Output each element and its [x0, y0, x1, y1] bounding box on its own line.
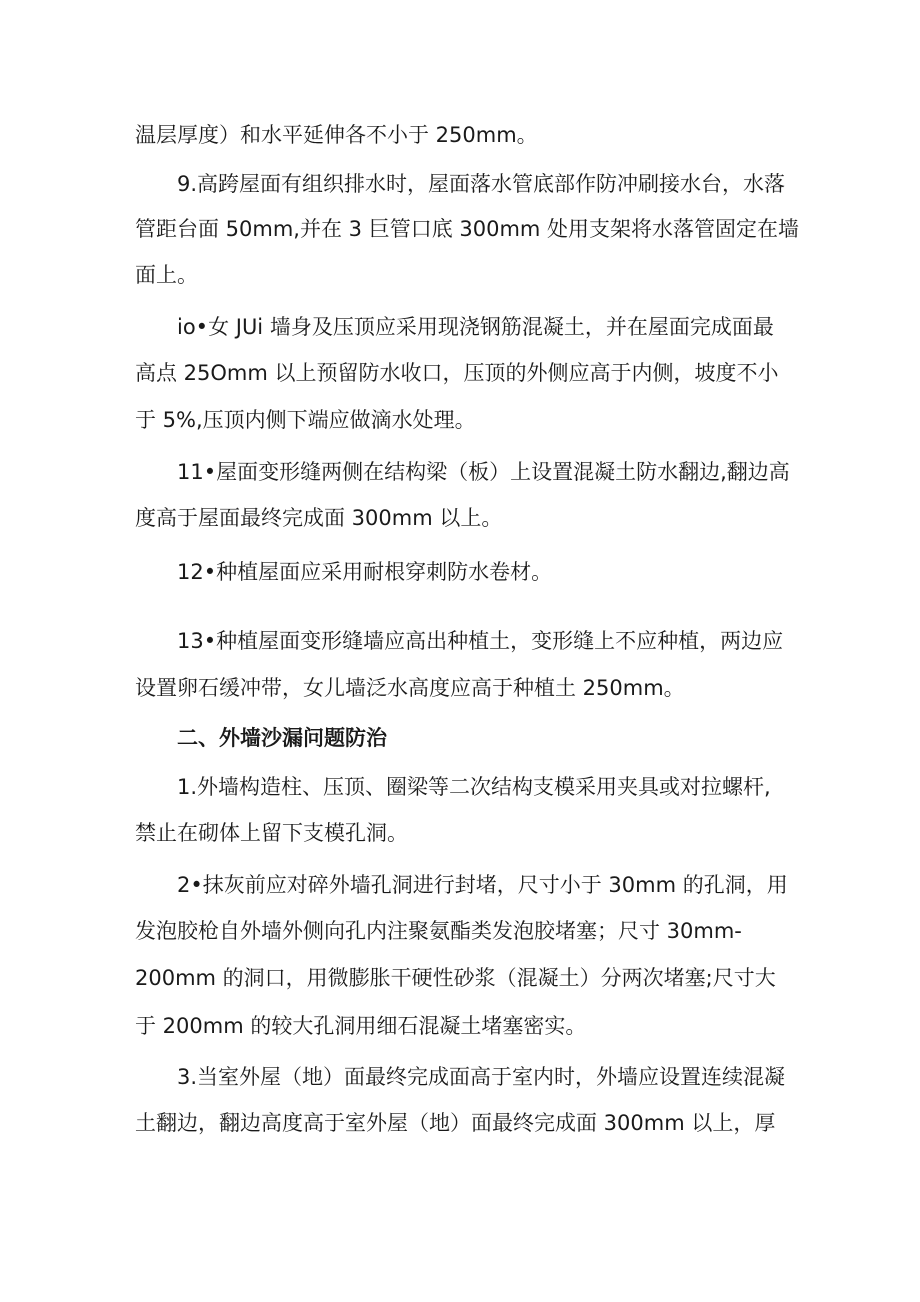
- text-line: io•女 JUi 墙身及压顶应采用现浇钢筋混凝土，并在屋面完成面最: [177, 315, 774, 339]
- text-line: 面上。: [135, 263, 198, 287]
- text-line: 高点 25Omm 以上预留防水收口，压顶的外侧应高于内侧，坡度不小: [135, 361, 779, 385]
- section-heading: 二、外墙沙漏问题防治: [177, 726, 387, 750]
- text-line: 12•种植屋面应采用耐根穿刺防水卷材。: [177, 560, 553, 584]
- text-line: 禁止在砌体上留下支模孔洞。: [135, 821, 408, 845]
- text-line: 于 5%,压顶内侧下端应做滴水处理。: [135, 408, 476, 432]
- text-line: 管距台面 50mm,并在 3 巨管口底 300mm 处用支架将水落管固定在墙: [135, 217, 800, 241]
- text-line: 3.当室外屋（地）面最终完成面高于室内时，外墙应设置连续混凝: [177, 1065, 786, 1089]
- text-line: 设置卵石缓冲带，女儿墙泛水高度应高于种植土 250mm。: [135, 676, 685, 700]
- text-line: 13•种植屋面变形缝墙应高出种植土，变形缝上不应种植，两边应: [177, 629, 784, 653]
- text-line: 温层厚度）和水平延伸各不小于 250mm。: [135, 123, 538, 147]
- text-line: 发泡胶枪自外墙外侧向孔内注聚氨酯类发泡胶堵塞；尺寸 30mm-: [135, 919, 742, 943]
- text-line: 200mm 的洞口，用微膨胀干硬性砂浆（混凝土）分两次堵塞;尺寸大: [135, 966, 776, 990]
- text-line: 于 200mm 的较大孔洞用细石混凝土堵塞密实。: [135, 1014, 587, 1038]
- text-line: 2•抹灰前应对碎外墙孔洞进行封堵，尺寸小于 30mm 的孔洞，用: [177, 873, 788, 897]
- text-line: 11•屋面变形缝两侧在结构梁（板）上设置混凝土防水翻边,翻边高: [177, 460, 790, 484]
- text-line: 土翻边，翻边高度高于室外屋（地）面最终完成面 300mm 以上，厚: [135, 1111, 776, 1135]
- text-line: 9.高跨屋面有组织排水时，屋面落水管底部作防冲刷接水台，水落: [177, 172, 786, 196]
- text-line: 度高于屋面最终完成面 300mm 以上。: [135, 506, 503, 530]
- text-line: 1.外墙构造柱、压顶、圈梁等二次结构支模采用夹具或对拉螺杆,: [177, 775, 771, 799]
